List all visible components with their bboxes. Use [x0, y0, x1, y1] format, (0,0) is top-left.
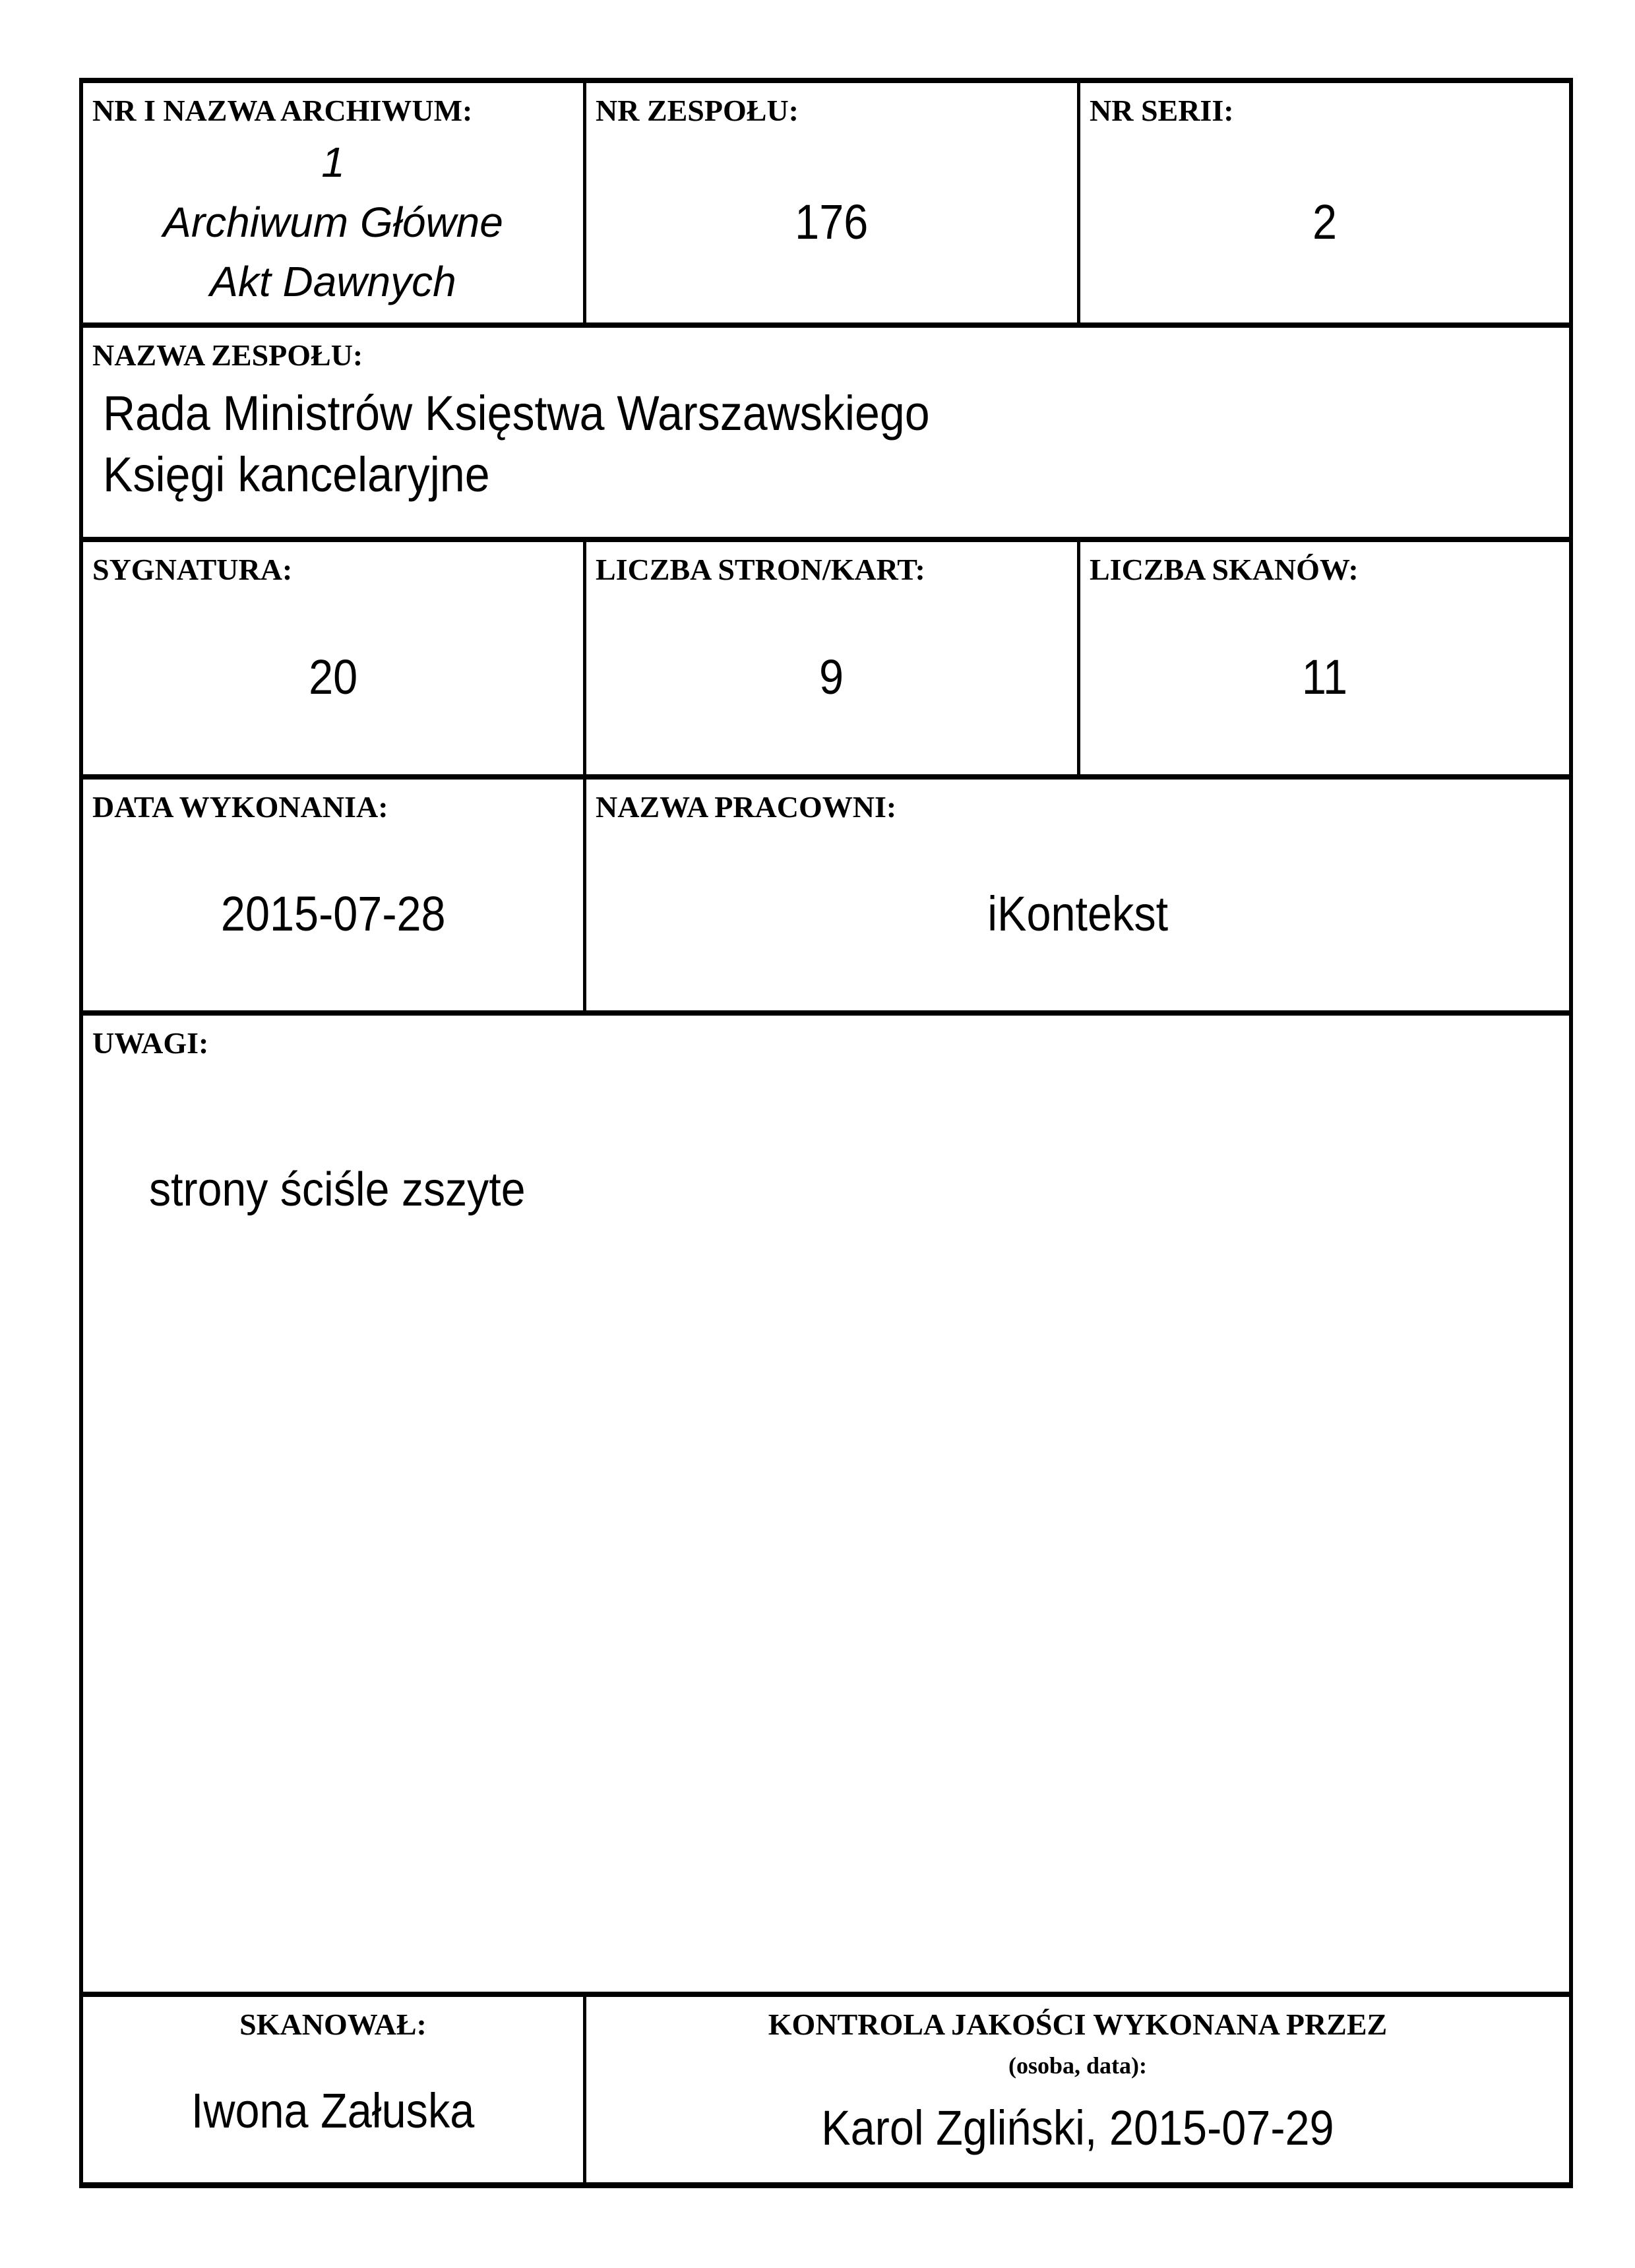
quality-control-sublabel: (osoba, data): — [1008, 2052, 1147, 2079]
row-counts — [83, 542, 1569, 780]
studio-value: iKontekst — [987, 886, 1168, 942]
fonds-name-value — [92, 383, 1560, 505]
pages-count-cell — [586, 542, 1080, 774]
scans-count-cell — [1080, 542, 1569, 774]
remarks-label: UWAGI: — [92, 1026, 209, 1060]
row-remarks — [83, 1016, 1569, 1997]
remarks-value: strony ściśle zszyte — [149, 1163, 526, 1216]
fonds-number-label: NR ZESPOŁU: — [596, 94, 799, 127]
archive-cell — [83, 83, 586, 322]
quality-control-value: Karol Zgliński, 2015-07-29 — [821, 2100, 1334, 2155]
scan-date-cell — [83, 780, 586, 1010]
quality-control-label: KONTROLA JAKOŚCI WYKONANA PRZEZ — [768, 2007, 1388, 2041]
signature-cell — [83, 542, 586, 774]
scanned-by-cell — [83, 1997, 586, 2182]
fonds-name-cell — [83, 328, 1569, 537]
fonds-number-cell — [586, 83, 1080, 322]
fonds-number-value: 176 — [795, 194, 869, 249]
remarks-cell — [83, 1016, 1569, 1992]
row-fonds-name — [83, 328, 1569, 542]
series-number-label: NR SERII: — [1090, 94, 1234, 127]
quality-control-cell — [586, 1997, 1569, 2182]
row-signoff — [83, 1997, 1569, 2182]
series-number-cell — [1080, 83, 1569, 322]
fonds-name-line2: Księgi kancelaryjne — [103, 447, 490, 503]
pages-count-label: LICZBA STRON/KART: — [596, 553, 925, 586]
scanned-by-value: Iwona Załuska — [191, 2083, 475, 2138]
studio-cell — [586, 780, 1569, 1010]
row-date-studio — [83, 780, 1569, 1016]
scan-date-label: DATA WYKONANIA: — [92, 790, 388, 824]
row-archive-ids — [83, 83, 1569, 328]
scan-date-value: 2015-07-28 — [220, 886, 446, 942]
studio-label: NAZWA PRACOWNI: — [596, 790, 897, 824]
signature-value: 20 — [308, 650, 358, 705]
archive-label: NR I NAZWA ARCHIWUM: — [92, 94, 473, 127]
fonds-name-line1: Rada Ministrów Księstwa Warszawskiego — [103, 385, 930, 441]
archive-name-line1: Archiwum Główne — [163, 198, 503, 246]
scans-count-value: 11 — [1301, 650, 1348, 705]
pages-count-value: 9 — [819, 650, 844, 705]
signature-label: SYGNATURA: — [92, 553, 293, 586]
archive-value-area — [92, 129, 574, 316]
archive-number: 1 — [321, 138, 345, 186]
series-number-value: 2 — [1312, 194, 1338, 249]
fonds-name-label: NAZWA ZESPOŁU: — [92, 338, 363, 372]
archive-metadata-table — [79, 78, 1573, 2188]
scans-count-label: LICZBA SKANÓW: — [1090, 553, 1359, 586]
archive-name-line2: Akt Dawnych — [210, 258, 456, 306]
scanned-by-label: SKANOWAŁ: — [239, 2007, 427, 2041]
